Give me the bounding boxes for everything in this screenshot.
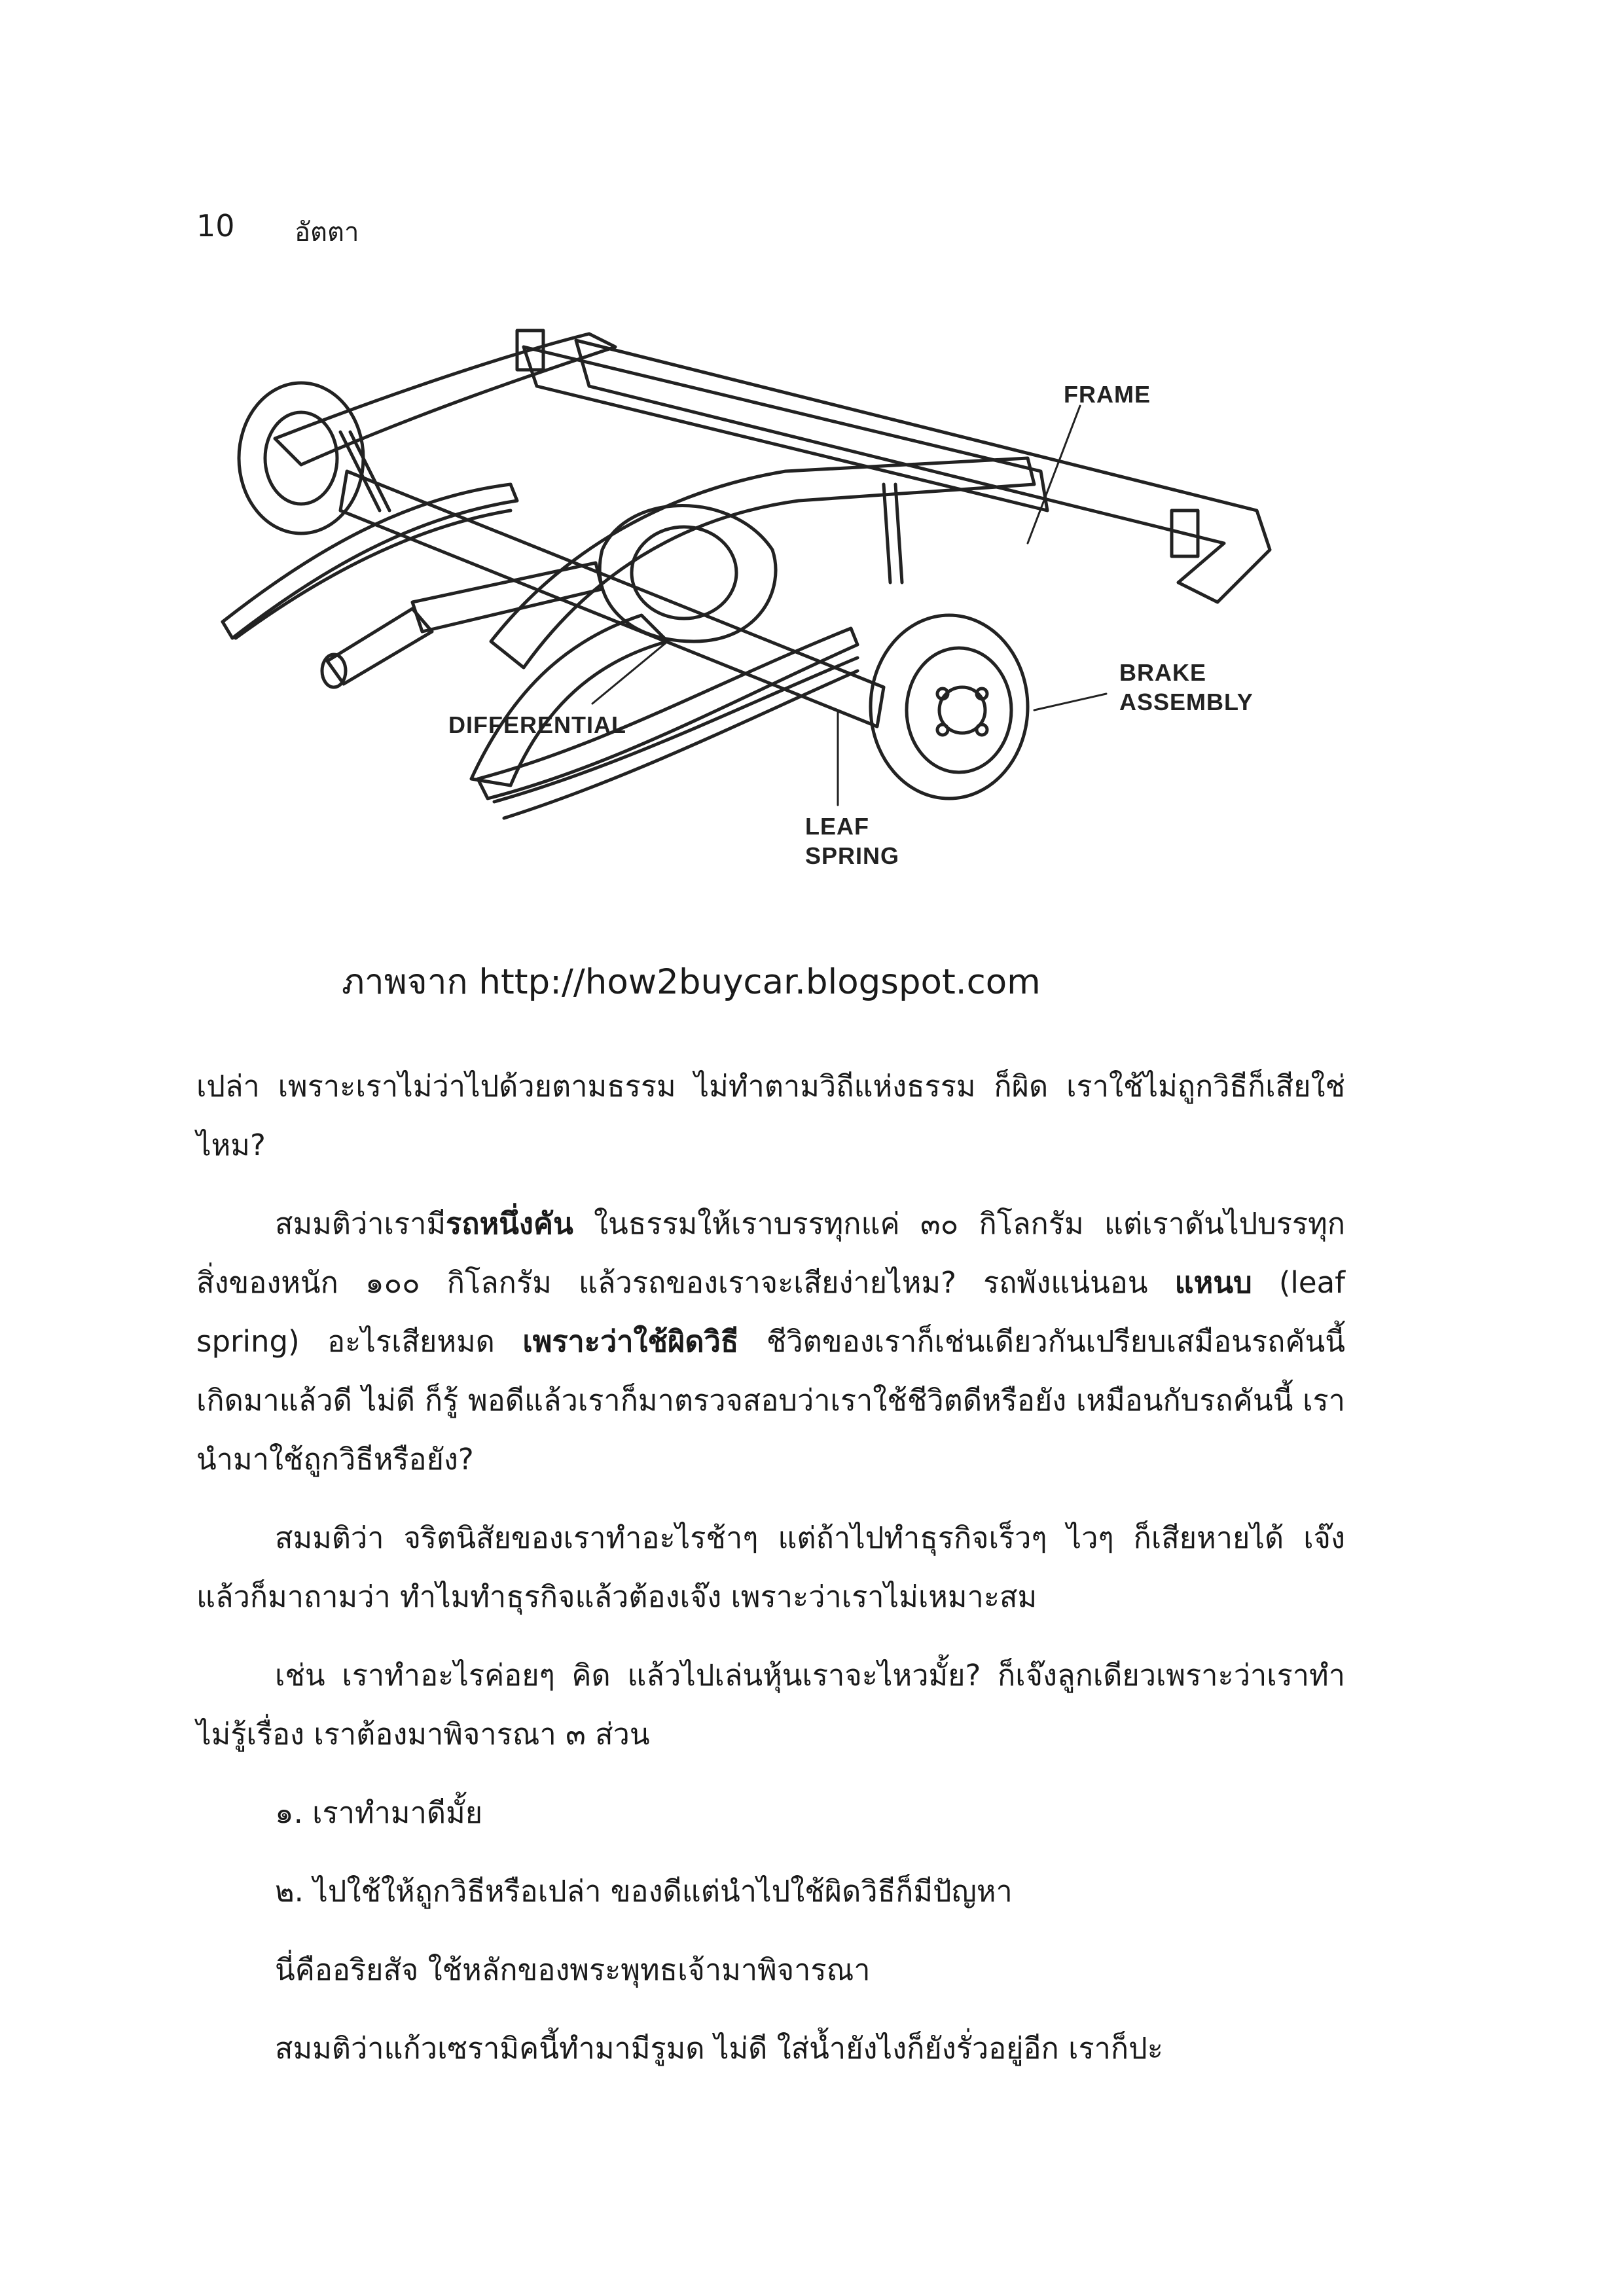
frame-rail-side <box>576 340 1270 602</box>
rear-axle-illustration <box>196 275 1342 903</box>
text-run: ในธรรมให้เราบรรทุกแค่ ๓๐ กิโลกรัม แต่เราดันไปบรรทุกสิ่งของหนัก ๑๐๐ กิโลกรัม แล้วรถของเราจะเสียง่ายไหม? รถพังแน่นอน <box>196 1206 1345 1300</box>
drive-shaft-yoke <box>327 609 432 684</box>
text-run: ชีวิตของเราก็เช่นเดียวกันเปรียบเสมือนรถคันนี้ เกิดมาแล้วดี ไม่ดี ก็รู้ พอดีแล้วเราก็มาตรวจสอบว่าเราใช้ชีวิตดีหรือยัง เหมือนกับรถคันนี้ เรานำมาใช้ถูกวิธีหรือยัง? <box>196 1324 1345 1477</box>
differential-cover <box>632 527 736 619</box>
leaf-spring-label-line1: LEAF <box>805 813 869 840</box>
page-number: 10 <box>196 208 235 243</box>
lug-nut <box>937 689 948 699</box>
frame-rail-lower <box>471 615 668 785</box>
paragraph: สมมติว่า จริตนิสัยของเราทำอะไรช้าๆ แต่ถ้าไปทำธุรกิจเร็วๆ ไวๆ ก็เสียหายได้ เจ๊ง แล้วก็มาถามว่า ทำไมทำธุรกิจแล้วต้องเจ๊ง เพราะว่าเราไม่เหมาะสม <box>196 1520 1345 1614</box>
brake-label-line1: BRAKE <box>1119 659 1207 686</box>
list-item: ๒. ไปใช้ให้ถูกวิธีหรือเปล่า ของดีแต่นำไปใช้ผิดวิธีก็มีปัญหา <box>275 1874 1013 1909</box>
figure-caption: ภาพจาก http://how2buycar.blogspot.com <box>342 962 1041 1002</box>
frame-rail-rear <box>275 334 615 465</box>
text-run: สมมติว่าเรามี <box>275 1206 446 1241</box>
paragraph <box>196 1194 1345 1489</box>
differential-label: DIFFERENTIAL <box>448 711 626 738</box>
lug-nut <box>977 689 987 699</box>
brake-label-line2: ASSEMBLY <box>1119 689 1254 715</box>
right-wheel-drum <box>907 648 1011 772</box>
bold-text: เพราะว่าใช้ผิดวิธี <box>522 1324 739 1359</box>
running-title: อัตตา <box>295 217 359 247</box>
body-text <box>196 1057 1345 2098</box>
bold-text: รถหนึ่งคัน <box>446 1206 573 1241</box>
frame-crossmember <box>524 347 1047 511</box>
list-item: ๑. เราทำมาดีมั้ย <box>275 1795 483 1830</box>
rear-axle-drawing <box>196 275 1342 903</box>
leaf-spring-label-line2: SPRING <box>805 842 900 869</box>
lug-nut <box>977 725 987 735</box>
paragraph: เปล่า เพราะเราไม่ว่าไปด้วยตามธรรม ไม่ทำตามวิถีแห่งธรรม ก็ผิด เราใช้ไม่ถูกวิธีก็เสียใช่ไหม? <box>196 1069 1345 1162</box>
leaf-spring-right-3 <box>504 671 857 818</box>
paragraph: สมมติว่าแก้วเซรามิคนี้ทำมามีรูมด ไม่ดี ใส่น้ำยังไงก็ยังรั่วอยู่อีก เราก็ปะ <box>275 2031 1163 2066</box>
left-wheel-inner <box>265 412 337 504</box>
bold-text: แหนบ <box>1174 1265 1252 1300</box>
text-run: (leaf spring) อะไรเสียหมด <box>196 1265 1345 1359</box>
differential-leader <box>592 641 668 704</box>
lug-nut <box>937 725 948 735</box>
shock-absorber-right <box>884 484 902 583</box>
frame-leader <box>1028 406 1080 543</box>
frame-label: FRAME <box>1064 381 1151 408</box>
paragraph: เช่น เราทำอะไรค่อยๆ คิด แล้วไปเล่นหุ้นเราจะไหวมั้ย? ก็เจ๊งลูกเดียวเพราะว่าเราทำไม่รู้เรื่อง เราต้องมาพิจารณา ๓ ส่วน <box>196 1658 1345 1751</box>
brake-leader <box>1034 694 1106 710</box>
paragraph: นี่คืออริยสัจ ใช้หลักของพระพุทธเจ้ามาพิจารณา <box>275 1952 871 1987</box>
